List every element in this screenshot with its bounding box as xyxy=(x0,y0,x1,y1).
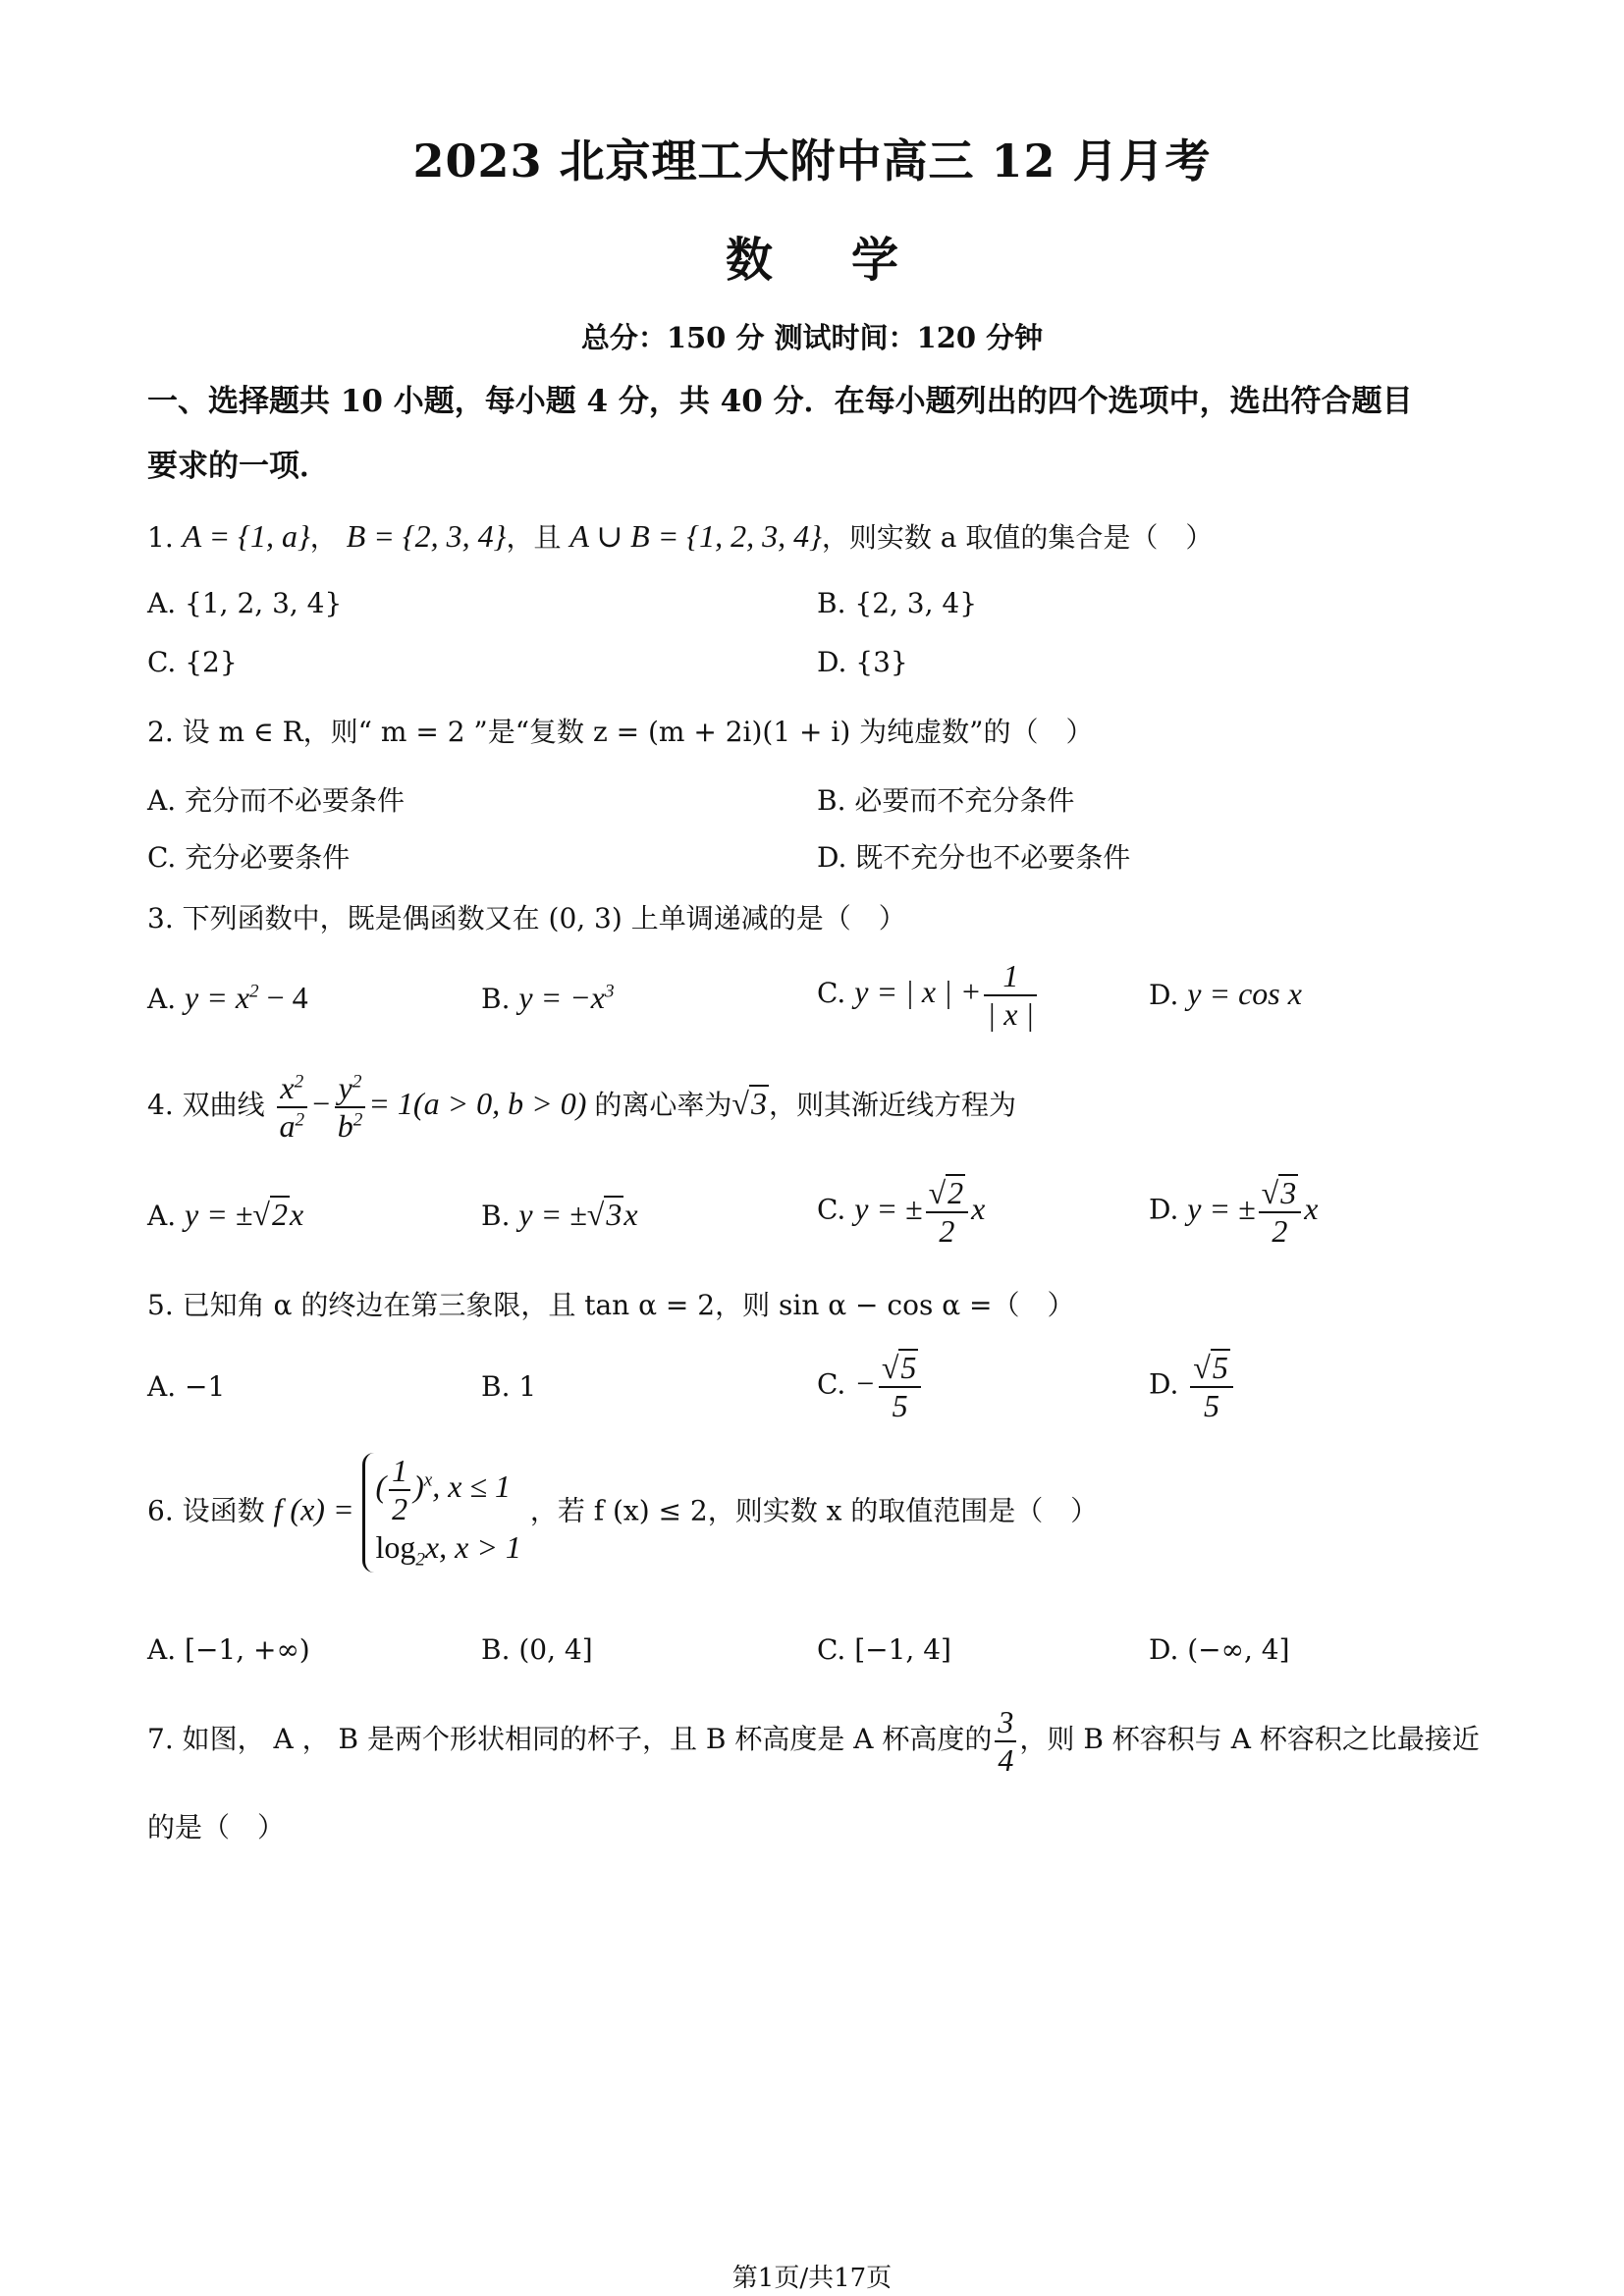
question-7-stem-cont: 的是（ ） xyxy=(147,1811,286,1843)
q5-option-c: C. − $\frac{√5}{5}$ xyxy=(817,1349,924,1424)
q5-option-b: B. 1 xyxy=(481,1370,537,1403)
q4-option-b: B. y = ±√3x xyxy=(481,1197,638,1232)
q1-sep1: ， xyxy=(309,521,338,554)
q1-union: A ∪ B = {1, 2, 3, 4} xyxy=(569,518,822,554)
q1-option-b: B. {2, 3, 4} xyxy=(817,587,978,619)
q4-option-c: C. y = ± $\frac{√2}{2}$ x xyxy=(817,1175,986,1249)
q6-option-a: A. [−1, +∞) xyxy=(147,1633,310,1666)
q2-option-a: A. 充分而不必要条件 xyxy=(147,784,406,817)
q1-set-a: A = {1, a} xyxy=(182,518,310,554)
q2-option-c: C. 充分必要条件 xyxy=(147,841,351,874)
q1-option-a: A. {1, 2, 3, 4} xyxy=(147,587,343,619)
q3-option-a: A. $y = x^2 - 4$ xyxy=(147,980,308,1015)
q6-option-c: C. [−1, 4] xyxy=(817,1633,951,1666)
page-title: 2023 北京理工大附中高三 12 月月考 xyxy=(412,134,1212,187)
q2-option-d: D. 既不充分也不必要条件 xyxy=(817,841,1131,874)
question-3-stem: 3. 下列函数中，既是偶函数又在 (0, 3) 上单调递减的是（ ） xyxy=(147,902,906,934)
q1-option-d: D. {3} xyxy=(817,646,908,678)
question-5-stem: 5. 已知角 α 的终边在第三象限，且 tan α = 2，则 sin α − cos α =（ ） xyxy=(147,1289,1075,1321)
q2-option-b: B. 必要而不充分条件 xyxy=(817,784,1075,817)
q3-option-d: D. y = cos x xyxy=(1149,976,1302,1011)
q6-piecewise: ( $\frac{1}{2}$ )$^x$, x ≤ 1 $\log_2x$, x > 1 xyxy=(362,1453,520,1573)
q6-option-d: D. (−∞, 4] xyxy=(1149,1633,1290,1666)
subject-heading: 数学 xyxy=(725,233,977,288)
q3-option-b: B. $y = -x^3$ xyxy=(481,980,615,1015)
question-2-stem: 2. 设 m ∈ R，则“ m = 2 ”是“复数 z = (m + 2i)(1 + i) 为纯虚数”的（ ） xyxy=(147,716,1094,748)
question-7-stem: 7. 如图， A ， B 是两个形状相同的杯子，且 B 杯高度是 A 杯高度的 $\frac{3}{4}$ ，则 B 杯容积与 A 杯容积之比最接近 xyxy=(147,1704,1480,1778)
q1-set-b: B = {2, 3, 4} xyxy=(346,518,507,554)
q4-option-a: A. y = ±√2x xyxy=(147,1197,304,1232)
question-6-stem: 6. 设函数 f (x) = ( $\frac{1}{2}$ )$^x$, x ≤ 1 $\log_2x$, x > 1 ，若 f (x) ≤ 2，则实数 x 的取值范围是（ ） xyxy=(147,1453,1098,1573)
q1-sep2: ，且 xyxy=(506,521,562,554)
q4-option-d: D. y = ± $\frac{√3}{2}$ x xyxy=(1149,1175,1319,1249)
q3-option-c: C. y = | x | + $\frac{1}{| x |}$ xyxy=(817,958,1040,1033)
exam-meta: 总分：150 分 测试时间：120 分钟 xyxy=(580,321,1044,354)
q6-option-b: B. (0, 4] xyxy=(481,1633,593,1666)
section-heading-line1: 一、选择题共 10 小题，每小题 4 分，共 40 分．在每小题列出的四个选项中，选出符合题目 xyxy=(147,384,1413,419)
section-heading xyxy=(147,369,1492,499)
question-4-stem: 4. 双曲线 $\frac{x^2}{a^2}$ − $\frac{y^2}{b^2}$ = 1(a > 0, b > 0) 的离心率为√3，则其渐近线方程为 xyxy=(147,1070,1016,1144)
section-heading-line2: 要求的一项． xyxy=(147,449,330,484)
q5-option-a: A. −1 xyxy=(147,1370,226,1403)
page-footer: 第1页/共17页 xyxy=(731,2264,893,2293)
q1-number: 1. xyxy=(147,521,174,554)
q1-tail: ，则实数 a 取值的集合是（ ） xyxy=(821,521,1214,554)
q1-option-c: C. {2} xyxy=(147,646,238,678)
q5-option-d: D. $\frac{√5}{5}$ xyxy=(1149,1349,1236,1424)
question-1-stem xyxy=(147,516,1213,556)
